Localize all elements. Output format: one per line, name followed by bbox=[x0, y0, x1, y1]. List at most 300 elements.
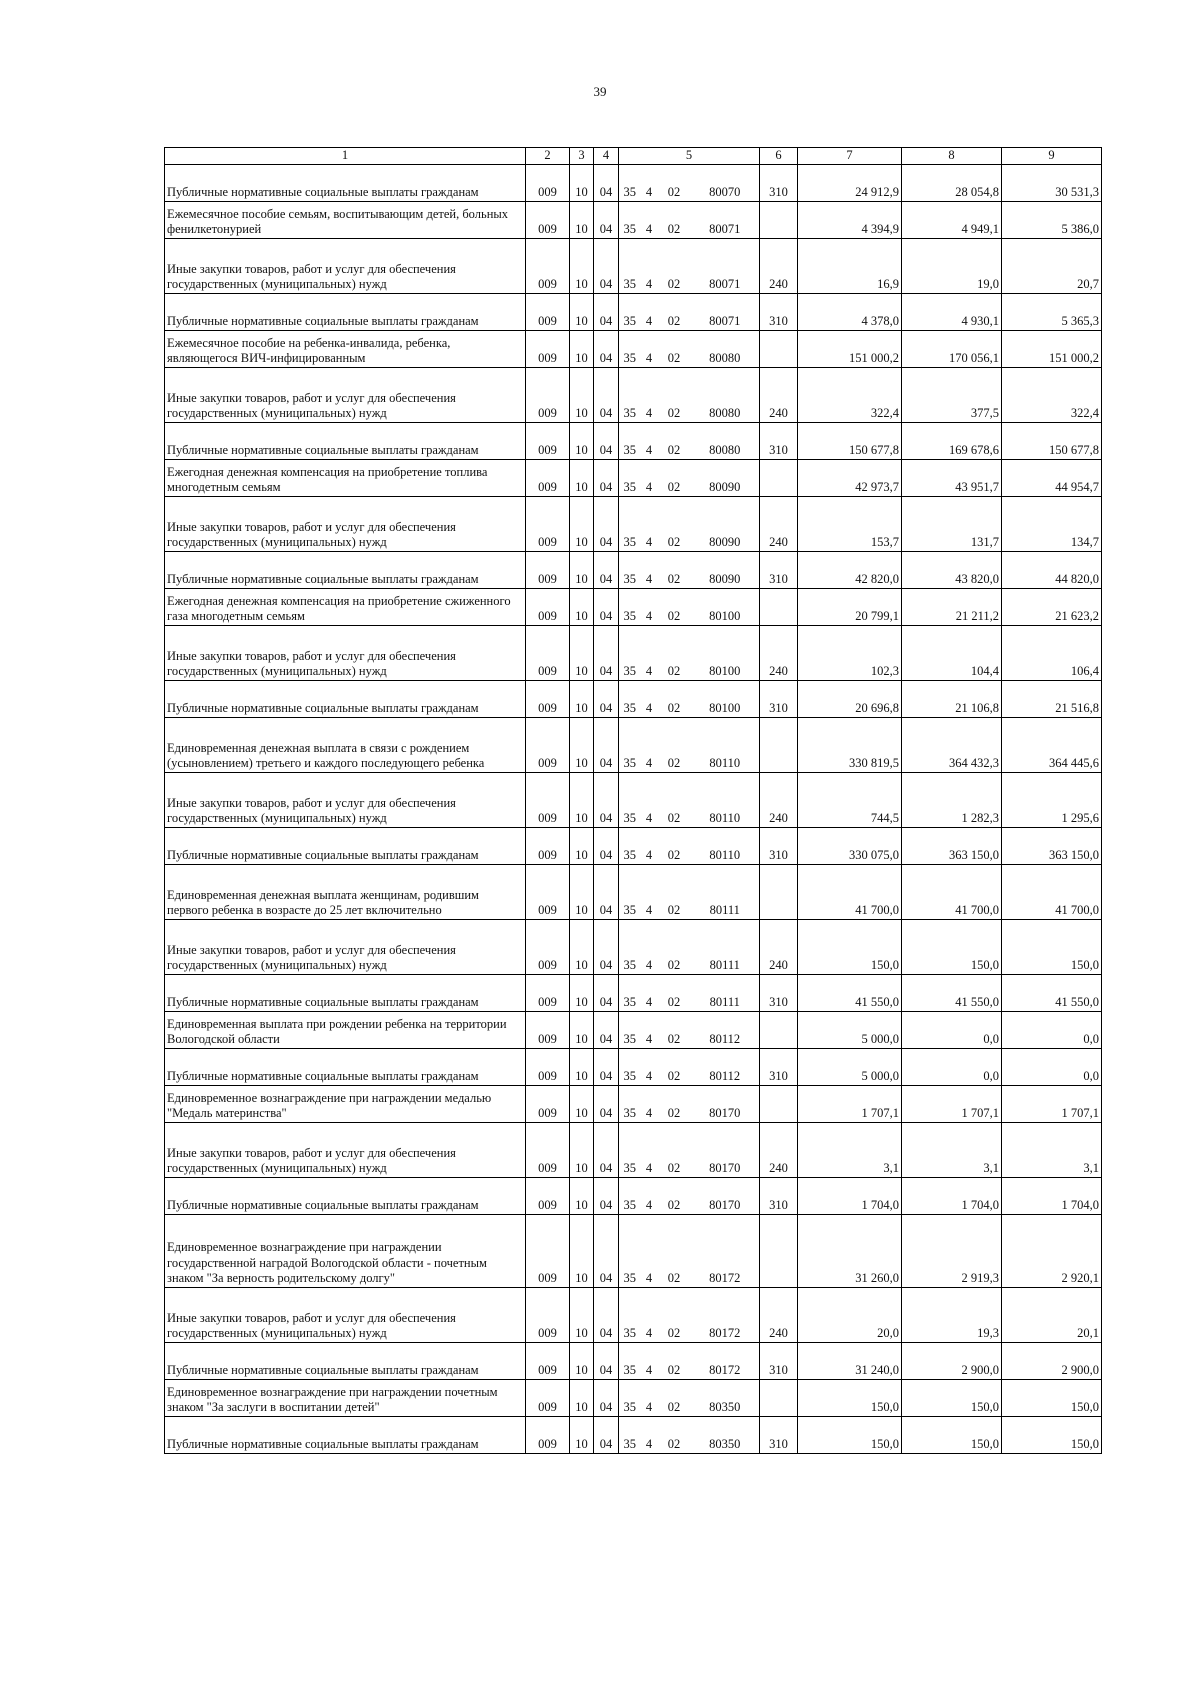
code-grbs-cell: 009 bbox=[526, 681, 570, 718]
code-section-cell: 10 bbox=[570, 975, 594, 1012]
amount-col7-cell: 150,0 bbox=[798, 920, 902, 975]
amount-col7-cell: 42 973,7 bbox=[798, 460, 902, 497]
code-section-cell: 10 bbox=[570, 1288, 594, 1343]
expense-type-cell: 310 bbox=[760, 1343, 798, 1380]
expense-type-cell bbox=[760, 331, 798, 368]
code-grbs-cell: 009 bbox=[526, 773, 570, 828]
target-article-part1-cell: 35 bbox=[619, 294, 641, 331]
code-subsection-cell: 04 bbox=[594, 1086, 619, 1123]
target-article-part4-cell: 80111 bbox=[691, 865, 760, 920]
code-grbs-cell: 009 bbox=[526, 165, 570, 202]
target-article-part4-cell: 80111 bbox=[691, 975, 760, 1012]
amount-col7-cell: 3,1 bbox=[798, 1123, 902, 1178]
target-article-part3-cell: 02 bbox=[658, 1417, 691, 1454]
table-row bbox=[165, 294, 1102, 331]
target-article-part4-cell: 80112 bbox=[691, 1049, 760, 1086]
amount-col7-cell: 4 394,9 bbox=[798, 202, 902, 239]
column-header-6: 6 bbox=[760, 148, 798, 165]
table-row bbox=[165, 1343, 1102, 1380]
amount-col8-cell: 170 056,1 bbox=[902, 331, 1002, 368]
code-grbs-cell: 009 bbox=[526, 1086, 570, 1123]
target-article-part4-cell: 80080 bbox=[691, 368, 760, 423]
code-grbs-cell: 009 bbox=[526, 460, 570, 497]
column-header-5: 5 bbox=[619, 148, 760, 165]
code-subsection-cell: 04 bbox=[594, 1215, 619, 1288]
code-grbs-cell: 009 bbox=[526, 552, 570, 589]
row-name-cell: Публичные нормативные социальные выплаты гражданам bbox=[165, 1178, 526, 1215]
target-article-part3-cell: 02 bbox=[658, 552, 691, 589]
code-grbs-cell: 009 bbox=[526, 865, 570, 920]
target-article-part4-cell: 80090 bbox=[691, 460, 760, 497]
code-subsection-cell: 04 bbox=[594, 1380, 619, 1417]
target-article-part1-cell: 35 bbox=[619, 552, 641, 589]
expense-type-cell bbox=[760, 865, 798, 920]
table-row bbox=[165, 681, 1102, 718]
code-grbs-cell: 009 bbox=[526, 1178, 570, 1215]
target-article-part1-cell: 35 bbox=[619, 368, 641, 423]
amount-col9-cell: 106,4 bbox=[1002, 626, 1102, 681]
expense-type-cell bbox=[760, 1380, 798, 1417]
amount-col7-cell: 5 000,0 bbox=[798, 1012, 902, 1049]
amount-col9-cell: 21 623,2 bbox=[1002, 589, 1102, 626]
amount-col8-cell: 150,0 bbox=[902, 1417, 1002, 1454]
target-article-part1-cell: 35 bbox=[619, 1417, 641, 1454]
target-article-part2-cell: 4 bbox=[641, 920, 658, 975]
target-article-part2-cell: 4 bbox=[641, 1380, 658, 1417]
target-article-part1-cell: 35 bbox=[619, 1178, 641, 1215]
code-section-cell: 10 bbox=[570, 1215, 594, 1288]
target-article-part3-cell: 02 bbox=[658, 1215, 691, 1288]
table-row bbox=[165, 331, 1102, 368]
row-name-cell: Публичные нормативные социальные выплаты гражданам bbox=[165, 828, 526, 865]
target-article-part1-cell: 35 bbox=[619, 1012, 641, 1049]
amount-col7-cell: 20 696,8 bbox=[798, 681, 902, 718]
target-article-part1-cell: 35 bbox=[619, 165, 641, 202]
amount-col8-cell: 131,7 bbox=[902, 497, 1002, 552]
expense-type-cell bbox=[760, 202, 798, 239]
amount-col8-cell: 21 106,8 bbox=[902, 681, 1002, 718]
table-row bbox=[165, 202, 1102, 239]
table-row bbox=[165, 1086, 1102, 1123]
target-article-part3-cell: 02 bbox=[658, 1049, 691, 1086]
amount-col8-cell: 104,4 bbox=[902, 626, 1002, 681]
row-name-cell: Иные закупки товаров, работ и услуг для обеспечения государственных (муниципальных) нужд bbox=[165, 626, 526, 681]
table-row bbox=[165, 865, 1102, 920]
target-article-part4-cell: 80172 bbox=[691, 1343, 760, 1380]
target-article-part2-cell: 4 bbox=[641, 294, 658, 331]
target-article-part4-cell: 80112 bbox=[691, 1012, 760, 1049]
target-article-part1-cell: 35 bbox=[619, 865, 641, 920]
code-section-cell: 10 bbox=[570, 828, 594, 865]
table-row bbox=[165, 718, 1102, 773]
target-article-part4-cell: 80080 bbox=[691, 423, 760, 460]
row-name-cell: Публичные нормативные социальные выплаты гражданам bbox=[165, 294, 526, 331]
target-article-part1-cell: 35 bbox=[619, 460, 641, 497]
row-name-cell: Публичные нормативные социальные выплаты гражданам bbox=[165, 552, 526, 589]
table-row bbox=[165, 1178, 1102, 1215]
amount-col8-cell: 377,5 bbox=[902, 368, 1002, 423]
row-name-cell: Ежегодная денежная компенсация на приобретение сжиженного газа многодетным семьям bbox=[165, 589, 526, 626]
code-grbs-cell: 009 bbox=[526, 828, 570, 865]
code-subsection-cell: 04 bbox=[594, 1288, 619, 1343]
amount-col7-cell: 150 677,8 bbox=[798, 423, 902, 460]
amount-col7-cell: 16,9 bbox=[798, 239, 902, 294]
amount-col9-cell: 364 445,6 bbox=[1002, 718, 1102, 773]
row-name-cell: Публичные нормативные социальные выплаты гражданам bbox=[165, 681, 526, 718]
target-article-part4-cell: 80071 bbox=[691, 239, 760, 294]
code-grbs-cell: 009 bbox=[526, 1343, 570, 1380]
expense-type-cell: 240 bbox=[760, 1123, 798, 1178]
row-name-cell: Публичные нормативные социальные выплаты гражданам bbox=[165, 423, 526, 460]
target-article-part3-cell: 02 bbox=[658, 239, 691, 294]
table-row bbox=[165, 165, 1102, 202]
column-header-8: 8 bbox=[902, 148, 1002, 165]
target-article-part4-cell: 80172 bbox=[691, 1288, 760, 1343]
target-article-part1-cell: 35 bbox=[619, 239, 641, 294]
row-name-cell: Ежемесячное пособие на ребенка-инвалида, ребенка, являющегося ВИЧ-инфицированным bbox=[165, 331, 526, 368]
target-article-part2-cell: 4 bbox=[641, 1049, 658, 1086]
row-name-cell: Единовременное вознаграждение при награждении медалью "Медаль материнства" bbox=[165, 1086, 526, 1123]
expense-type-cell: 310 bbox=[760, 294, 798, 331]
amount-col9-cell: 2 920,1 bbox=[1002, 1215, 1102, 1288]
target-article-part3-cell: 02 bbox=[658, 626, 691, 681]
code-section-cell: 10 bbox=[570, 460, 594, 497]
target-article-part1-cell: 35 bbox=[619, 718, 641, 773]
amount-col9-cell: 1 704,0 bbox=[1002, 1178, 1102, 1215]
target-article-part4-cell: 80170 bbox=[691, 1178, 760, 1215]
expense-type-cell bbox=[760, 460, 798, 497]
target-article-part2-cell: 4 bbox=[641, 423, 658, 460]
code-grbs-cell: 009 bbox=[526, 975, 570, 1012]
amount-col7-cell: 330 819,5 bbox=[798, 718, 902, 773]
amount-col8-cell: 41 700,0 bbox=[902, 865, 1002, 920]
target-article-part2-cell: 4 bbox=[641, 165, 658, 202]
amount-col8-cell: 43 951,7 bbox=[902, 460, 1002, 497]
amount-col7-cell: 31 240,0 bbox=[798, 1343, 902, 1380]
target-article-part1-cell: 35 bbox=[619, 1288, 641, 1343]
amount-col9-cell: 150,0 bbox=[1002, 1417, 1102, 1454]
target-article-part4-cell: 80170 bbox=[691, 1123, 760, 1178]
code-section-cell: 10 bbox=[570, 1178, 594, 1215]
target-article-part2-cell: 4 bbox=[641, 1215, 658, 1288]
target-article-part1-cell: 35 bbox=[619, 828, 641, 865]
code-section-cell: 10 bbox=[570, 865, 594, 920]
column-header-3: 3 bbox=[570, 148, 594, 165]
code-subsection-cell: 04 bbox=[594, 165, 619, 202]
target-article-part3-cell: 02 bbox=[658, 1012, 691, 1049]
target-article-part3-cell: 02 bbox=[658, 589, 691, 626]
target-article-part4-cell: 80100 bbox=[691, 626, 760, 681]
target-article-part2-cell: 4 bbox=[641, 1123, 658, 1178]
target-article-part1-cell: 35 bbox=[619, 1215, 641, 1288]
target-article-part4-cell: 80100 bbox=[691, 681, 760, 718]
code-subsection-cell: 04 bbox=[594, 423, 619, 460]
expense-type-cell bbox=[760, 718, 798, 773]
code-subsection-cell: 04 bbox=[594, 626, 619, 681]
expense-type-cell bbox=[760, 1012, 798, 1049]
code-subsection-cell: 04 bbox=[594, 1178, 619, 1215]
target-article-part3-cell: 02 bbox=[658, 202, 691, 239]
code-section-cell: 10 bbox=[570, 773, 594, 828]
target-article-part1-cell: 35 bbox=[619, 1086, 641, 1123]
code-subsection-cell: 04 bbox=[594, 920, 619, 975]
code-subsection-cell: 04 bbox=[594, 552, 619, 589]
expense-type-cell: 240 bbox=[760, 626, 798, 681]
amount-col9-cell: 134,7 bbox=[1002, 497, 1102, 552]
target-article-part3-cell: 02 bbox=[658, 718, 691, 773]
code-subsection-cell: 04 bbox=[594, 773, 619, 828]
code-grbs-cell: 009 bbox=[526, 202, 570, 239]
target-article-part2-cell: 4 bbox=[641, 975, 658, 1012]
target-article-part3-cell: 02 bbox=[658, 165, 691, 202]
row-name-cell: Иные закупки товаров, работ и услуг для обеспечения государственных (муниципальных) нужд bbox=[165, 1123, 526, 1178]
target-article-part2-cell: 4 bbox=[641, 718, 658, 773]
target-article-part4-cell: 80170 bbox=[691, 1086, 760, 1123]
expense-type-cell: 310 bbox=[760, 165, 798, 202]
target-article-part3-cell: 02 bbox=[658, 423, 691, 460]
expense-type-cell bbox=[760, 1086, 798, 1123]
expense-type-cell: 310 bbox=[760, 828, 798, 865]
amount-col9-cell: 151 000,2 bbox=[1002, 331, 1102, 368]
amount-col9-cell: 41 700,0 bbox=[1002, 865, 1102, 920]
code-grbs-cell: 009 bbox=[526, 1012, 570, 1049]
code-subsection-cell: 04 bbox=[594, 589, 619, 626]
code-section-cell: 10 bbox=[570, 1380, 594, 1417]
column-header-7: 7 bbox=[798, 148, 902, 165]
code-section-cell: 10 bbox=[570, 718, 594, 773]
row-name-cell: Единовременная выплата при рождении ребенка на территории Вологодской области bbox=[165, 1012, 526, 1049]
code-grbs-cell: 009 bbox=[526, 920, 570, 975]
target-article-part4-cell: 80350 bbox=[691, 1380, 760, 1417]
code-subsection-cell: 04 bbox=[594, 239, 619, 294]
code-section-cell: 10 bbox=[570, 165, 594, 202]
amount-col8-cell: 21 211,2 bbox=[902, 589, 1002, 626]
code-section-cell: 10 bbox=[570, 1049, 594, 1086]
target-article-part2-cell: 4 bbox=[641, 1178, 658, 1215]
expense-type-cell: 240 bbox=[760, 773, 798, 828]
amount-col9-cell: 0,0 bbox=[1002, 1012, 1102, 1049]
target-article-part3-cell: 02 bbox=[658, 920, 691, 975]
code-subsection-cell: 04 bbox=[594, 828, 619, 865]
amount-col9-cell: 20,7 bbox=[1002, 239, 1102, 294]
target-article-part1-cell: 35 bbox=[619, 1049, 641, 1086]
amount-col8-cell: 169 678,6 bbox=[902, 423, 1002, 460]
amount-col9-cell: 150,0 bbox=[1002, 1380, 1102, 1417]
amount-col7-cell: 102,3 bbox=[798, 626, 902, 681]
target-article-part3-cell: 02 bbox=[658, 1343, 691, 1380]
table-header-row bbox=[165, 148, 1102, 165]
code-grbs-cell: 009 bbox=[526, 1380, 570, 1417]
code-grbs-cell: 009 bbox=[526, 423, 570, 460]
row-name-cell: Публичные нормативные социальные выплаты гражданам bbox=[165, 165, 526, 202]
table-row bbox=[165, 920, 1102, 975]
amount-col7-cell: 330 075,0 bbox=[798, 828, 902, 865]
code-section-cell: 10 bbox=[570, 1012, 594, 1049]
amount-col8-cell: 0,0 bbox=[902, 1049, 1002, 1086]
table-row bbox=[165, 1049, 1102, 1086]
target-article-part4-cell: 80090 bbox=[691, 497, 760, 552]
amount-col9-cell: 41 550,0 bbox=[1002, 975, 1102, 1012]
table-row bbox=[165, 1012, 1102, 1049]
expense-type-cell: 310 bbox=[760, 552, 798, 589]
row-name-cell: Единовременное вознаграждение при награждении почетным знаком "За заслуги в воспитании детей" bbox=[165, 1380, 526, 1417]
expense-type-cell bbox=[760, 1215, 798, 1288]
target-article-part2-cell: 4 bbox=[641, 1288, 658, 1343]
code-grbs-cell: 009 bbox=[526, 239, 570, 294]
target-article-part4-cell: 80172 bbox=[691, 1215, 760, 1288]
amount-col9-cell: 44 820,0 bbox=[1002, 552, 1102, 589]
amount-col7-cell: 20,0 bbox=[798, 1288, 902, 1343]
amount-col8-cell: 1 704,0 bbox=[902, 1178, 1002, 1215]
amount-col7-cell: 744,5 bbox=[798, 773, 902, 828]
target-article-part1-cell: 35 bbox=[619, 1343, 641, 1380]
target-article-part3-cell: 02 bbox=[658, 773, 691, 828]
target-article-part2-cell: 4 bbox=[641, 1086, 658, 1123]
table-row bbox=[165, 828, 1102, 865]
target-article-part2-cell: 4 bbox=[641, 773, 658, 828]
amount-col7-cell: 150,0 bbox=[798, 1417, 902, 1454]
amount-col8-cell: 2 919,3 bbox=[902, 1215, 1002, 1288]
expense-type-cell: 240 bbox=[760, 497, 798, 552]
row-name-cell: Публичные нормативные социальные выплаты гражданам bbox=[165, 1049, 526, 1086]
row-name-cell: Публичные нормативные социальные выплаты гражданам bbox=[165, 1417, 526, 1454]
code-grbs-cell: 009 bbox=[526, 1049, 570, 1086]
row-name-cell: Ежегодная денежная компенсация на приобретение топлива многодетным семьям bbox=[165, 460, 526, 497]
table-row bbox=[165, 460, 1102, 497]
code-section-cell: 10 bbox=[570, 1086, 594, 1123]
code-grbs-cell: 009 bbox=[526, 1288, 570, 1343]
amount-col7-cell: 41 550,0 bbox=[798, 975, 902, 1012]
amount-col9-cell: 5 365,3 bbox=[1002, 294, 1102, 331]
amount-col9-cell: 30 531,3 bbox=[1002, 165, 1102, 202]
amount-col9-cell: 150,0 bbox=[1002, 920, 1102, 975]
table-row bbox=[165, 423, 1102, 460]
amount-col8-cell: 19,0 bbox=[902, 239, 1002, 294]
target-article-part4-cell: 80111 bbox=[691, 920, 760, 975]
amount-col7-cell: 4 378,0 bbox=[798, 294, 902, 331]
table-row bbox=[165, 497, 1102, 552]
amount-col9-cell: 150 677,8 bbox=[1002, 423, 1102, 460]
table-row bbox=[165, 975, 1102, 1012]
code-section-cell: 10 bbox=[570, 920, 594, 975]
target-article-part4-cell: 80350 bbox=[691, 1417, 760, 1454]
target-article-part4-cell: 80070 bbox=[691, 165, 760, 202]
amount-col9-cell: 1 295,6 bbox=[1002, 773, 1102, 828]
amount-col9-cell: 20,1 bbox=[1002, 1288, 1102, 1343]
target-article-part4-cell: 80080 bbox=[691, 331, 760, 368]
target-article-part4-cell: 80100 bbox=[691, 589, 760, 626]
amount-col9-cell: 0,0 bbox=[1002, 1049, 1102, 1086]
expense-type-cell bbox=[760, 589, 798, 626]
target-article-part2-cell: 4 bbox=[641, 552, 658, 589]
amount-col8-cell: 1 282,3 bbox=[902, 773, 1002, 828]
target-article-part2-cell: 4 bbox=[641, 828, 658, 865]
code-grbs-cell: 009 bbox=[526, 497, 570, 552]
table-row bbox=[165, 1380, 1102, 1417]
target-article-part3-cell: 02 bbox=[658, 975, 691, 1012]
target-article-part2-cell: 4 bbox=[641, 239, 658, 294]
expense-type-cell: 310 bbox=[760, 681, 798, 718]
target-article-part3-cell: 02 bbox=[658, 1178, 691, 1215]
target-article-part2-cell: 4 bbox=[641, 1417, 658, 1454]
table-row bbox=[165, 1215, 1102, 1288]
row-name-cell: Публичные нормативные социальные выплаты гражданам bbox=[165, 1343, 526, 1380]
row-name-cell: Единовременная денежная выплата в связи с рождением (усыновлением) третьего и каждого последующего ребенка bbox=[165, 718, 526, 773]
code-grbs-cell: 009 bbox=[526, 1417, 570, 1454]
target-article-part1-cell: 35 bbox=[619, 681, 641, 718]
amount-col7-cell: 5 000,0 bbox=[798, 1049, 902, 1086]
column-header-9: 9 bbox=[1002, 148, 1102, 165]
code-section-cell: 10 bbox=[570, 331, 594, 368]
row-name-cell: Иные закупки товаров, работ и услуг для обеспечения государственных (муниципальных) нужд bbox=[165, 773, 526, 828]
code-grbs-cell: 009 bbox=[526, 718, 570, 773]
amount-col7-cell: 42 820,0 bbox=[798, 552, 902, 589]
column-header-2: 2 bbox=[526, 148, 570, 165]
column-header-1: 1 bbox=[165, 148, 526, 165]
expense-type-cell: 310 bbox=[760, 1417, 798, 1454]
target-article-part2-cell: 4 bbox=[641, 202, 658, 239]
target-article-part2-cell: 4 bbox=[641, 331, 658, 368]
code-subsection-cell: 04 bbox=[594, 1123, 619, 1178]
code-section-cell: 10 bbox=[570, 294, 594, 331]
target-article-part4-cell: 80071 bbox=[691, 202, 760, 239]
target-article-part1-cell: 35 bbox=[619, 1123, 641, 1178]
amount-col7-cell: 322,4 bbox=[798, 368, 902, 423]
target-article-part2-cell: 4 bbox=[641, 1012, 658, 1049]
table-row bbox=[165, 239, 1102, 294]
target-article-part1-cell: 35 bbox=[619, 497, 641, 552]
amount-col9-cell: 322,4 bbox=[1002, 368, 1102, 423]
code-section-cell: 10 bbox=[570, 497, 594, 552]
target-article-part3-cell: 02 bbox=[658, 1086, 691, 1123]
row-name-cell: Иные закупки товаров, работ и услуг для обеспечения государственных (муниципальных) нужд bbox=[165, 1288, 526, 1343]
target-article-part4-cell: 80110 bbox=[691, 773, 760, 828]
code-section-cell: 10 bbox=[570, 626, 594, 681]
target-article-part3-cell: 02 bbox=[658, 1288, 691, 1343]
amount-col7-cell: 1 707,1 bbox=[798, 1086, 902, 1123]
amount-col7-cell: 41 700,0 bbox=[798, 865, 902, 920]
row-name-cell: Иные закупки товаров, работ и услуг для обеспечения государственных (муниципальных) нужд bbox=[165, 920, 526, 975]
table-row bbox=[165, 1417, 1102, 1454]
code-subsection-cell: 04 bbox=[594, 681, 619, 718]
code-subsection-cell: 04 bbox=[594, 331, 619, 368]
target-article-part3-cell: 02 bbox=[658, 368, 691, 423]
code-section-cell: 10 bbox=[570, 202, 594, 239]
target-article-part3-cell: 02 bbox=[658, 865, 691, 920]
code-grbs-cell: 009 bbox=[526, 1123, 570, 1178]
table-row bbox=[165, 552, 1102, 589]
amount-col7-cell: 153,7 bbox=[798, 497, 902, 552]
amount-col9-cell: 21 516,8 bbox=[1002, 681, 1102, 718]
amount-col8-cell: 4 930,1 bbox=[902, 294, 1002, 331]
target-article-part3-cell: 02 bbox=[658, 828, 691, 865]
target-article-part2-cell: 4 bbox=[641, 497, 658, 552]
target-article-part2-cell: 4 bbox=[641, 589, 658, 626]
code-section-cell: 10 bbox=[570, 589, 594, 626]
target-article-part3-cell: 02 bbox=[658, 460, 691, 497]
page-number: 39 bbox=[593, 84, 607, 99]
column-header-4: 4 bbox=[594, 148, 619, 165]
code-grbs-cell: 009 bbox=[526, 626, 570, 681]
table-row bbox=[165, 626, 1102, 681]
amount-col8-cell: 150,0 bbox=[902, 1380, 1002, 1417]
target-article-part3-cell: 02 bbox=[658, 1123, 691, 1178]
target-article-part2-cell: 4 bbox=[641, 368, 658, 423]
amount-col9-cell: 44 954,7 bbox=[1002, 460, 1102, 497]
expense-type-cell: 240 bbox=[760, 1288, 798, 1343]
table-row bbox=[165, 368, 1102, 423]
target-article-part1-cell: 35 bbox=[619, 331, 641, 368]
